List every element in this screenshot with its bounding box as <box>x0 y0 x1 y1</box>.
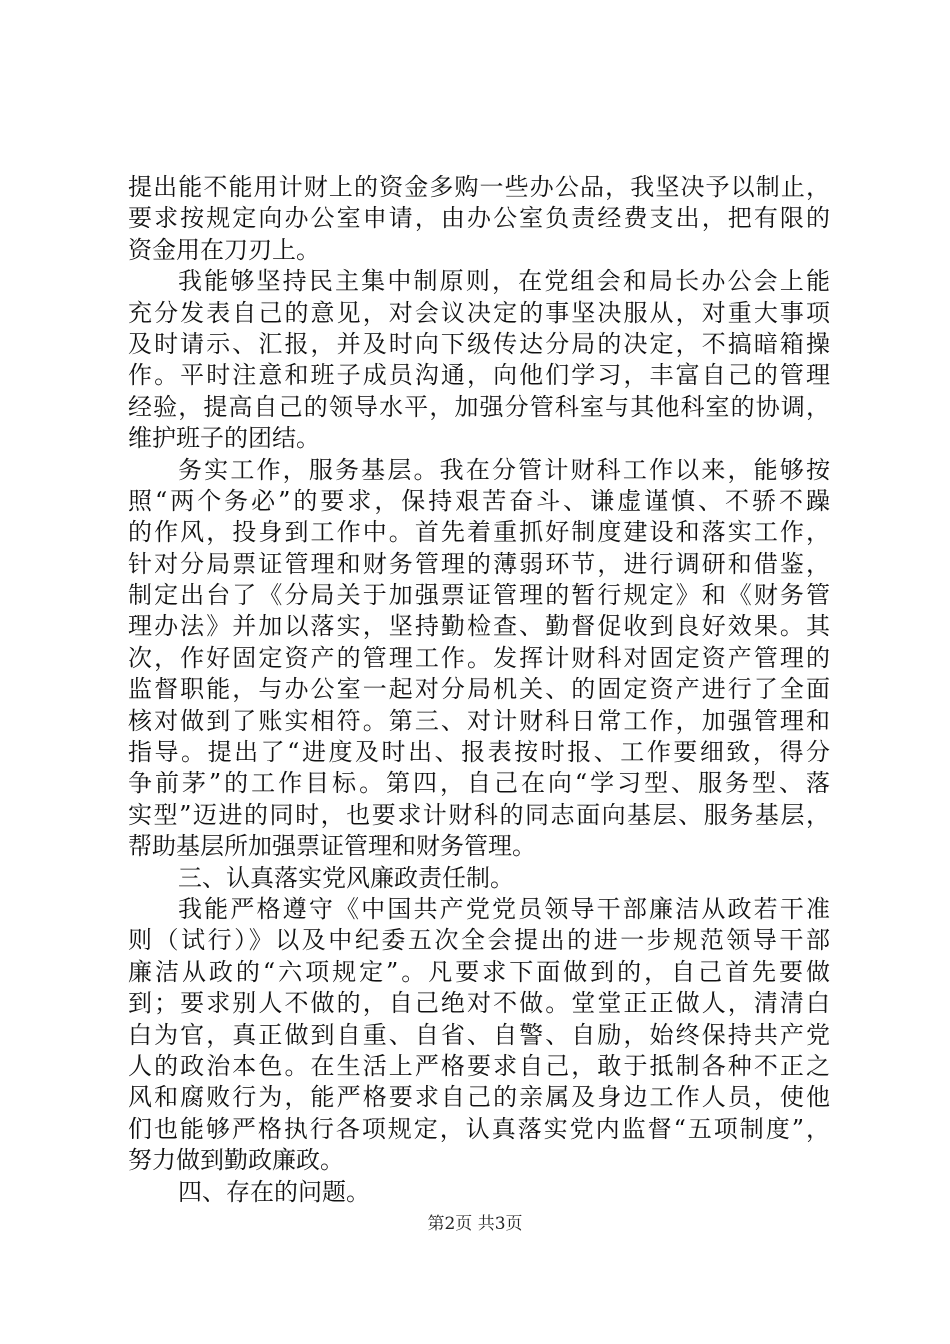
text-line: 理办法》并加以落实，坚持勤检查、勤督促收到良好效果。其 <box>128 612 830 641</box>
text-line: 指导。提出了“进度及时出、报表按时报、工作要细致，得分 <box>128 738 830 767</box>
text-line: 帮助基层所加强票证管理和财务管理。 <box>128 832 536 861</box>
document-body <box>128 172 830 1208</box>
text-line: 廉洁从政的“六项规定”。凡要求下面做到的，自己首先要做 <box>128 957 830 986</box>
text-line: 充分发表自己的意见，对会议决定的事坚决服从，对重大事项 <box>128 298 830 327</box>
text-line: 次，作好固定资产的管理工作。发挥计财科对固定资产管理的 <box>128 643 830 672</box>
text-line: 们也能够严格执行各项规定，认真落实党内监督“五项制度”， <box>128 1114 830 1143</box>
text-line: 维护班子的团结。 <box>128 424 320 453</box>
text-line: 提出能不能用计财上的资金多购一些办公品，我坚决予以制止， <box>128 173 830 201</box>
text-line: 核对做到了账实相符。第三、对计财科日常工作，加强管理和 <box>128 706 830 735</box>
text-line: 资金用在刀刃上。 <box>128 235 320 264</box>
text-line: 白为官，真正做到自重、自省、自警、自励，始终保持共产党 <box>128 1020 830 1049</box>
text-line: 则（试行）》以及中纪委五次全会提出的进一步规范领导干部 <box>128 926 830 955</box>
paragraph-first-line: 务实工作，服务基层。我在分管计财科工作以来，能够按 <box>178 455 830 484</box>
text-line: 的作风，投身到工作中。首先着重抓好制度建设和落实工作， <box>128 518 830 547</box>
text-line: 争前茅”的工作目标。第四，自己在向“学习型、服务型、落 <box>128 769 830 798</box>
text-line: 努力做到勤政廉政。 <box>128 1146 344 1175</box>
text-line: 监督职能，与办公室一起对分局机关、的固定资产进行了全面 <box>128 675 830 704</box>
text-line: 经验，提高自己的领导水平，加强分管科室与其他科室的协调， <box>128 392 830 421</box>
text-line: 人的政治本色。在生活上严格要求自己，敢于抵制各种不正之 <box>128 1051 830 1080</box>
paragraph-first-line: 我能够坚持民主集中制原则，在党组会和局长办公会上能 <box>178 267 830 296</box>
section-heading: 三、认真落实党风廉政责任制。 <box>178 863 514 892</box>
text-line: 到；要求别人不做的，自己绝对不做。堂堂正正做人，清清白 <box>128 989 830 1018</box>
paragraph-first-line: 我能严格遵守《中国共产党党员领导干部廉洁从政若干准 <box>178 894 830 923</box>
section-heading: 四、存在的问题。 <box>178 1177 370 1206</box>
text-line: 要求按规定向办公室申请，由办公室负责经费支出，把有限的 <box>128 204 830 233</box>
page-number-footer: 第2页 共3页 <box>427 1214 523 1234</box>
text-line: 针对分局票证管理和财务管理的薄弱环节，进行调研和借鉴， <box>128 549 830 578</box>
text-line: 实型”迈进的同时，也要求计财科的同志面向基层、服务基层， <box>128 800 830 829</box>
text-line: 风和腐败行为，能严格要求自己的亲属及身边工作人员，使他 <box>128 1083 830 1112</box>
text-line: 及时请示、汇报，并及时向下级传达分局的决定，不搞暗箱操 <box>128 329 830 358</box>
text-line: 制定出台了《分局关于加强票证管理的暂行规定》和《财务管 <box>128 581 830 610</box>
text-line: 照“两个务必”的要求，保持艰苦奋斗、谦虚谨慎、不骄不躁 <box>128 486 830 515</box>
text-line: 作。平时注意和班子成员沟通，向他们学习，丰富自己的管理 <box>128 361 830 390</box>
